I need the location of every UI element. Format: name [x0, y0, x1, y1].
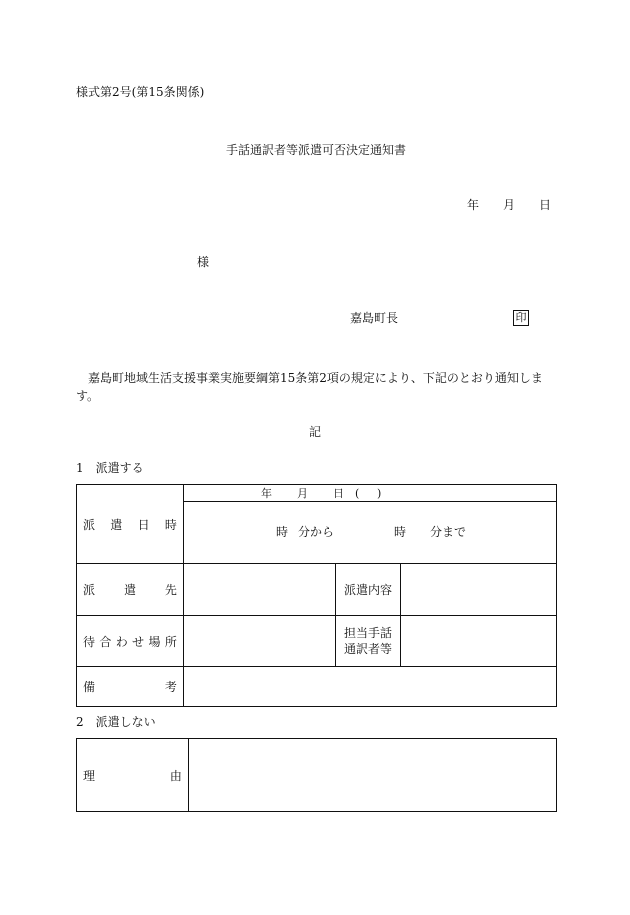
sender-name: 嘉島町長 — [350, 311, 399, 325]
document-title: 手話通訳者等派遣可否決定通知書 — [226, 143, 407, 157]
time-range-cell[interactable] — [183, 502, 556, 564]
dispatch-datetime-label-cell — [77, 485, 184, 564]
interpreter-label-line2: 通訳者等 — [343, 642, 392, 656]
reason-label-cell — [77, 739, 189, 812]
interpreter-label-cell — [335, 616, 401, 667]
interpreter-label-line1: 担当手話 — [343, 626, 392, 640]
date-month: 月 — [503, 198, 516, 212]
addressee-suffix: 様 — [197, 255, 210, 269]
section2-heading: 2 派遣しない — [76, 715, 156, 729]
remarks-label-cell — [77, 667, 184, 707]
dispatch-datetime-label: 派 遣 日 時 — [83, 517, 177, 532]
body-paragraph: 嘉島町地域生活支援事業実施要綱第15条第2項の規定により、下記のとおり通知します。 — [76, 371, 543, 403]
date-header-paren-close: ) — [376, 487, 382, 500]
content-value-cell[interactable] — [401, 564, 557, 616]
time-min-until: 分まで — [429, 524, 466, 539]
reason-label: 理 由 — [83, 768, 182, 783]
time-hour-until: 時 — [393, 524, 406, 539]
dispatch-table — [76, 484, 557, 707]
content-label: 派遣内容 — [335, 564, 401, 616]
time-hour-from: 時 — [275, 524, 288, 539]
date-day: 日 — [539, 198, 552, 212]
destination-label: 派 遣 先 — [83, 583, 177, 597]
meeting-place-label: 待 合 わ せ 場 所 — [83, 634, 177, 649]
destination-value-cell[interactable] — [183, 564, 335, 616]
time-min-from: 分から — [297, 524, 334, 539]
date-year: 年 — [467, 198, 480, 212]
date-header-year: 年 — [260, 487, 272, 500]
date-header-paren-open: ( — [354, 487, 360, 500]
seal-mark: 印 — [513, 310, 529, 326]
remarks-label: 備 考 — [83, 680, 177, 694]
date-header-cell[interactable] — [183, 485, 556, 502]
date-header-day: 日 — [332, 487, 344, 500]
form-number: 様式第2号(第15条関係) — [76, 85, 205, 99]
section1-heading: 1 派遣する — [76, 461, 144, 475]
destination-label-cell — [77, 564, 184, 616]
date-header-month: 月 — [296, 487, 308, 500]
remarks-value-cell[interactable] — [183, 667, 556, 707]
meeting-place-value-cell[interactable] — [183, 616, 335, 667]
meeting-place-label-cell — [77, 616, 184, 667]
ki-heading: 記 — [309, 425, 322, 439]
no-dispatch-table — [76, 738, 557, 812]
interpreter-value-cell[interactable] — [401, 616, 557, 667]
reason-value-cell[interactable] — [188, 739, 556, 812]
